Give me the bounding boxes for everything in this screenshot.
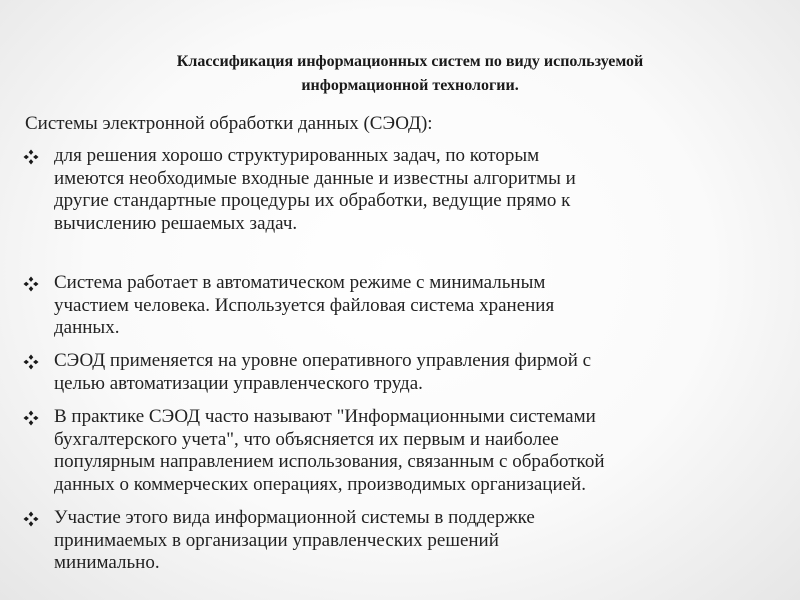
diamond-bullet-icon	[23, 276, 39, 292]
slide-title-line: информационной технологии.	[301, 77, 519, 94]
bullet-line: вычислению решаемых задач.	[54, 212, 298, 234]
bullet-line: другие стандартные процедуры их обработки, ведущие прямо к	[54, 190, 571, 211]
bullet-line: популярным направлением использования, связанным с обработкой	[54, 451, 605, 472]
bullet-line: В практике СЭОД часто называют "Информационными системами	[54, 406, 596, 427]
slide-title	[60, 50, 760, 98]
bullet-text	[54, 406, 605, 496]
bullet-line: данных о коммерческих операциях, производимых организацией.	[54, 473, 586, 495]
diamond-bullet-icon	[23, 354, 39, 370]
diamond-bullet-icon	[23, 149, 39, 165]
bullet-line: данных.	[54, 317, 120, 338]
bullet-line: СЭОД применяется на уровне оперативного управления фирмой с	[54, 350, 592, 371]
intro-text: Системы электронной обработки данных (СЭОД):	[25, 113, 433, 134]
bullet-text	[54, 507, 535, 575]
bullet-text	[54, 272, 554, 340]
slide-title-line: Классификация информационных систем по виду используемой	[176, 53, 644, 70]
bullet-text	[54, 145, 576, 235]
bullet-line: участием человека. Используется файловая система хранения	[54, 294, 555, 316]
bullet-line: Участие этого вида информационной системы в поддержке	[54, 507, 535, 528]
bullet-line: для решения хорошо структурированных задач, по которым	[54, 145, 540, 166]
diamond-bullet-icon	[23, 511, 39, 527]
bullet-line: имеются необходимые входные данные и известны алгоритмы и	[54, 167, 576, 189]
bullet-line: целью автоматизации управленческого труда.	[54, 372, 423, 394]
bullet-line: бухгалтерского учета", что объясняется их первым и наиболее	[54, 428, 559, 450]
bullet-line: минимально.	[54, 552, 160, 573]
bullet-line: Система работает в автоматическом режиме с минимальным	[54, 272, 546, 293]
bullet-line: принимаемых в организации управленческих решений	[54, 529, 499, 551]
bullet-text	[54, 350, 591, 395]
diamond-bullet-icon	[23, 410, 39, 426]
